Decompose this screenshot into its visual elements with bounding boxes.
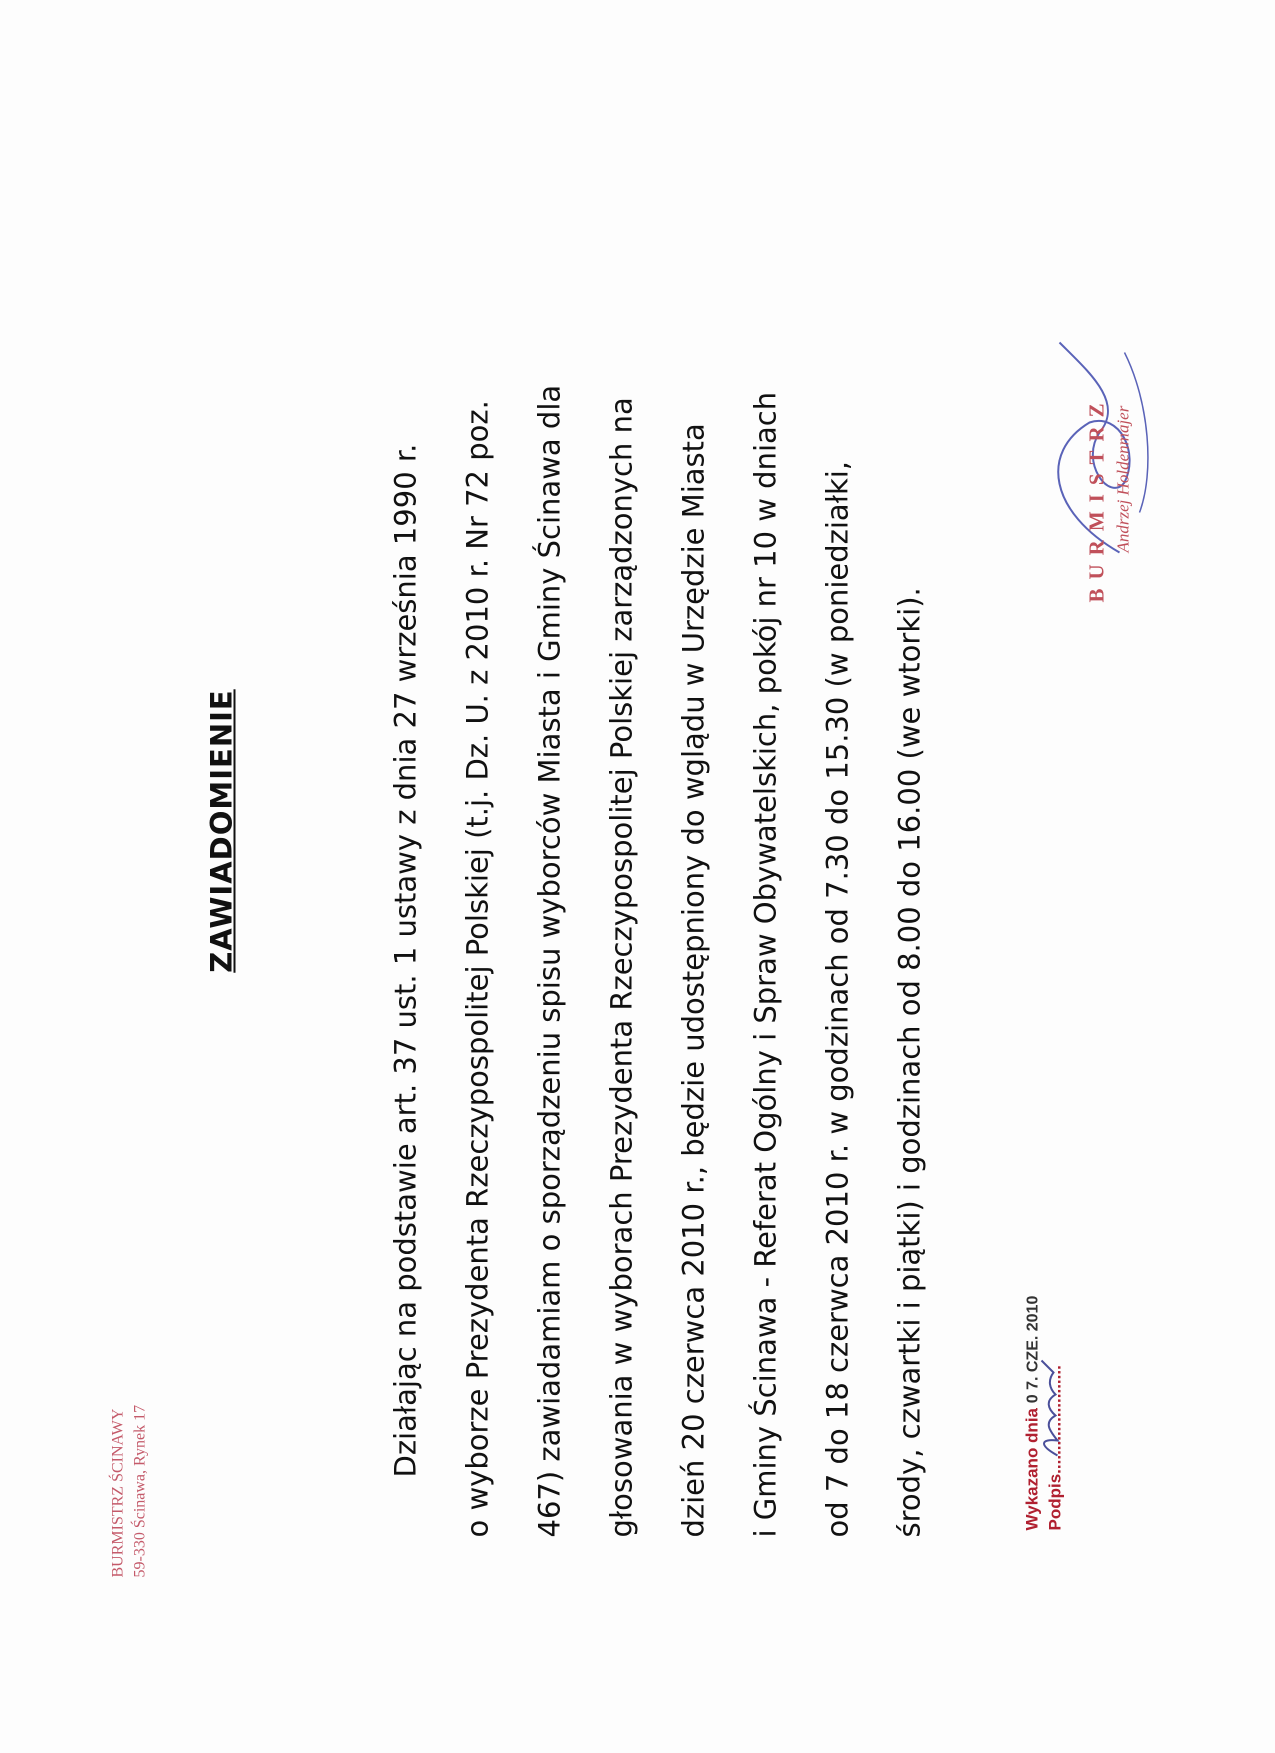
document-title: ZAWIADOMIENIE	[204, 689, 239, 973]
body-line: dzień 20 czerwca 2010 r., będzie udostępniony do wglądu w Urzędzie Miasta	[676, 423, 711, 1538]
signature-label: Podpis	[1045, 1473, 1065, 1531]
mayor-stamp	[1085, 394, 1134, 602]
body-line: Działając na podstawie art. 37 ust. 1 ustawy z dnia 27 września 1990 r.	[388, 443, 423, 1478]
body-line: i Gminy Ścinawa - Referat Ogólny i Spraw Obywatelskich, pokój nr 10 w dniach	[748, 391, 783, 1538]
body-line: od 7 do 18 czerwca 2010 r. w godzinach od 7.30 do 15.30 (w poniedziałki,	[820, 460, 855, 1538]
posting-stamp: Wykazano dnia 0 7. CZE. 2010 Podpis.......................	[1022, 1295, 1065, 1531]
body-line: głosowania w wyborach Prezydenta Rzeczypospolitej Polskiej zarządzonych na	[604, 397, 639, 1538]
document-body	[370, 258, 946, 1538]
mayor-role: BURMISTRZ	[1084, 394, 1109, 603]
sender-header	[108, 1405, 152, 1578]
body-line: środy, czwartki i piątki) i godzinach od 8.00 do 16.00 (we wtorki).	[892, 587, 927, 1538]
posting-signature-icon	[1030, 1351, 1070, 1461]
posting-date: 0 7. CZE. 2010	[1024, 1295, 1042, 1404]
sender-name: BURMISTRZ ŚCINAWY	[109, 1408, 127, 1578]
sender-address: 59-330 Ścinawa, Rynek 17	[131, 1404, 149, 1578]
mayor-name: Andrzej Holdenmajer	[1113, 405, 1133, 553]
body-line: o wyborze Prezydenta Rzeczypospolitej Polskiej (t.j. Dz. U. z 2010 r. Nr 72 poz.	[460, 400, 495, 1538]
posting-label: Wykazano dnia	[1022, 1408, 1042, 1531]
body-line: 467) zawiadamiam o sporządzeniu spisu wyborców Miasta i Gminy Ścinawa dla	[532, 384, 567, 1538]
